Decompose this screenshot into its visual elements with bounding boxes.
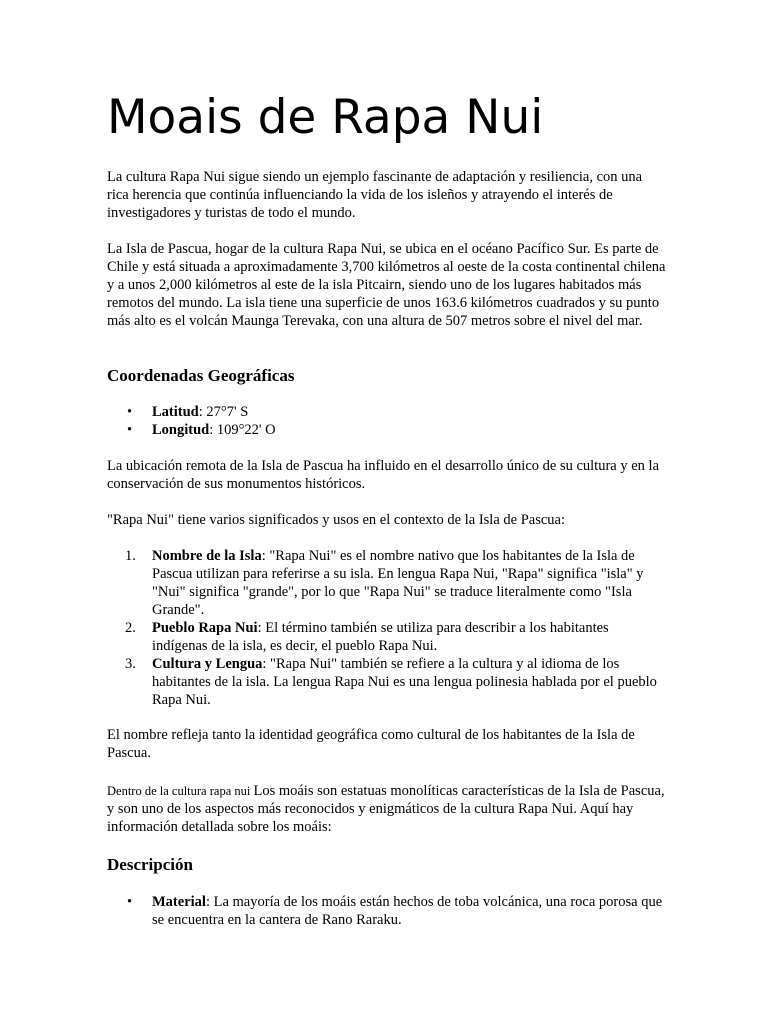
meaning-label: Nombre de la Isla [152,548,262,564]
coordinates-list [107,403,667,439]
list-item [107,547,667,619]
list-item [107,655,667,709]
paragraph-prefix: Dentro de la cultura rapa nui [107,784,254,798]
location-paragraph: La Isla de Pascua, hogar de la cultura Rapa Nui, se ubica en el océano Pacífico Sur. Es parte de Chile y está situada a aproximadamente 3,700 kilómetros al oeste de la costa continental chilena y a unos 2,000 kilómetros al este de la isla Pitcairn, siendo uno de los lugares habitados más remotos del mundo. La isla tiene una superficie de unos 163.6 kilómetros cuadrados y su punto más alto es el volcán Maunga Terevaka, con una altura de 507 metros sobre el nivel del mar. [107,241,666,329]
list-number: 2. [125,620,136,636]
meanings-list [107,547,667,709]
bullet-icon: • [127,404,133,420]
moais-intro-paragraph [107,782,667,836]
list-number: 1. [125,548,136,564]
material-label: Material [152,894,206,910]
identity-paragraph: El nombre refleja tanto la identidad geográfica como cultural de los habitantes de la Isla de Pascua. [107,727,635,761]
longitude-value: : 109°22' O [209,422,276,438]
meaning-label: Pueblo Rapa Nui [152,620,258,636]
bullet-icon: • [127,894,133,910]
list-number: 3. [125,656,136,672]
meaning-text: : "Rapa Nui" también se refiere a la cultura y al idioma de los habitantes de la isla. La lengua Rapa Nui es una lengua polinesia hablada por el pueblo Rapa Nui. [152,656,657,708]
meaning-label: Cultura y Lengua [152,656,263,672]
material-text: : La mayoría de los moáis están hechos de toba volcánica, una roca porosa que se encuentra en la cantera de Rano Raraku. [152,894,663,928]
paragraph-text: Los moáis son estatuas monolíticas características de la Isla de Pascua, y son uno de los aspectos más reconocidos y enigmáticos de la cultura Rapa Nui. Aquí hay información detallada sobre los moáis: [107,783,665,835]
longitude-label: Longitud [152,422,210,438]
meaning-text: : El término también se utiliza para describir a los habitantes indígenas de la isla, es decir, el pueblo Rapa Nui. [152,620,609,654]
list-item [107,893,667,929]
intro-paragraph: La cultura Rapa Nui sigue siendo un ejemplo fascinante de adaptación y resiliencia, con una rica herencia que continúa influenciando la vida de los isleños y atrayendo el interés de investigadores y turistas de todo el mundo. [107,169,643,221]
meaning-text: : "Rapa Nui" es el nombre nativo que los habitantes de la Isla de Pascua utilizan para referirse a su isla. En lengua Rapa Nui, "Rapa" significa "isla" y "Nui" significa "grande", por lo que "Rapa Nui" se traduce literalmente como "Isla Grande". [152,548,644,618]
list-item [107,421,667,439]
list-item [107,403,667,421]
coordinates-heading: Coordenadas Geográficas [107,366,295,385]
description-list [107,893,667,929]
list-item [107,619,667,655]
description-heading: Descripción [107,855,193,874]
meanings-intro-paragraph: "Rapa Nui" tiene varios significados y usos en el contexto de la Isla de Pascua: [107,512,565,528]
latitude-value: : 27°7' S [198,404,249,420]
latitude-label: Latitud [152,404,199,420]
bullet-icon: • [127,422,133,438]
remoteness-paragraph: La ubicación remota de la Isla de Pascua ha influido en el desarrollo único de su cultura y en la conservación de sus monumentos históricos. [107,458,660,492]
page-title: Moais de Rapa Nui [107,90,544,145]
